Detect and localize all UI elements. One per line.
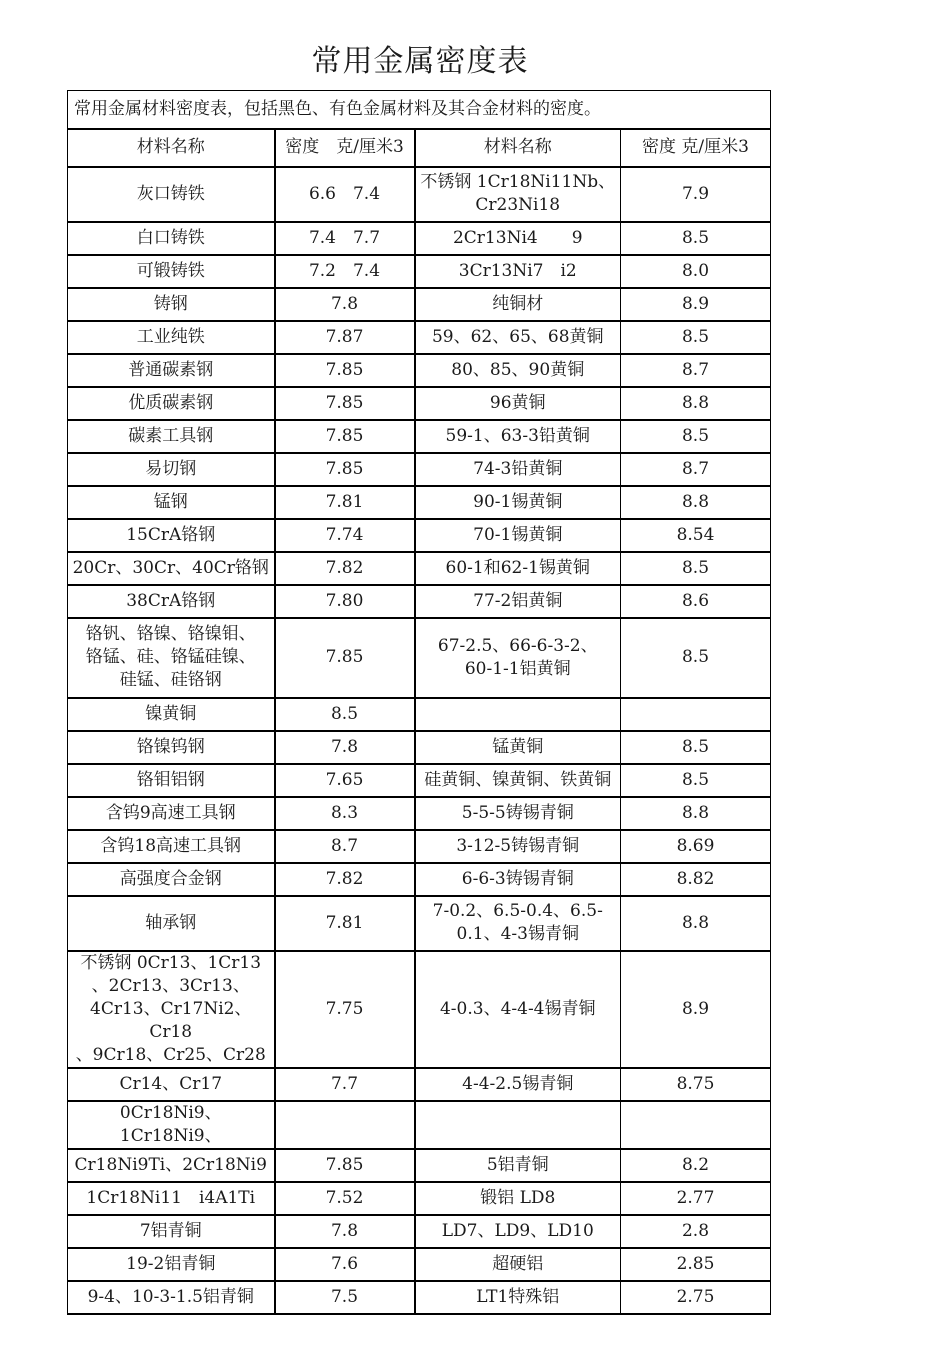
density-left: 7.2 7.4: [275, 255, 415, 288]
table-row: [68, 1101, 771, 1149]
material-name-right: 60-1和62-1锡黄铜: [415, 552, 621, 585]
material-name-right: [415, 698, 621, 731]
material-name-left: 19-2铝青铜: [68, 1248, 275, 1281]
density-right: 8.8: [621, 797, 771, 830]
density-left: 7.74: [275, 519, 415, 552]
material-name-right: 不锈钢 1Cr18Ni11Nb、 Cr23Ni18: [415, 167, 621, 222]
table-row: [68, 764, 771, 797]
table-row: [68, 1182, 771, 1215]
material-name-left: 含钨9高速工具钢: [68, 797, 275, 830]
density-left: 7.81: [275, 486, 415, 519]
density-right: 8.5: [621, 420, 771, 453]
material-name-left: 7铝青铜: [68, 1215, 275, 1248]
density-left: 8.7: [275, 830, 415, 863]
table-row: [68, 288, 771, 321]
density-right: 8.75: [621, 1068, 771, 1101]
material-name-left: 易切钢: [68, 453, 275, 486]
material-name-right: 超硬铝: [415, 1248, 621, 1281]
table-row: [68, 255, 771, 288]
density-right: 8.6: [621, 585, 771, 618]
density-right: 8.8: [621, 486, 771, 519]
table-row: [68, 453, 771, 486]
density-left: 7.4 7.7: [275, 222, 415, 255]
density-left: 7.85: [275, 453, 415, 486]
density-left: 7.81: [275, 896, 415, 951]
material-name-left: 铸钢: [68, 288, 275, 321]
material-name-right: 80、85、90黄铜: [415, 354, 621, 387]
material-name-right: 锻铝 LD8: [415, 1182, 621, 1215]
table-row: [68, 321, 771, 354]
material-name-right: 70-1锡黄铜: [415, 519, 621, 552]
density-right: 8.8: [621, 896, 771, 951]
table-row: [68, 387, 771, 420]
material-name-left: Cr18Ni9Ti、2Cr18Ni9: [68, 1149, 275, 1182]
material-name-left: 高强度合金钢: [68, 863, 275, 896]
density-left: 7.5: [275, 1281, 415, 1314]
description-row: [68, 91, 771, 129]
material-name-right: 锰黄铜: [415, 731, 621, 764]
material-name-left: 38CrA铬钢: [68, 585, 275, 618]
table-row: [68, 797, 771, 830]
material-name-left: 铬钒、铬镍、铬镍钼、 铬锰、硅、铬锰硅镍、 硅锰、硅铬钢: [68, 618, 275, 698]
material-name-right: 5-5-5铸锡青铜: [415, 797, 621, 830]
material-name-right: 96黄铜: [415, 387, 621, 420]
density-right: 8.7: [621, 453, 771, 486]
header-density-right: 密度 克/厘米3: [621, 129, 771, 167]
density-left: 7.8: [275, 1215, 415, 1248]
material-name-left: 铬镍钨钢: [68, 731, 275, 764]
density-right: 8.5: [621, 618, 771, 698]
table-row: [68, 1215, 771, 1248]
material-name-left: 锰钢: [68, 486, 275, 519]
table-row: [68, 1068, 771, 1101]
table-row: [68, 896, 771, 951]
table-row: [68, 552, 771, 585]
header-material-name-right: 材料名称: [415, 129, 621, 167]
material-name-left: 1Cr18Ni11 i4A1Ti: [68, 1182, 275, 1215]
density-right: [621, 1101, 771, 1149]
table-row: [68, 830, 771, 863]
header-material-name-left: 材料名称: [68, 129, 275, 167]
density-left: 7.75: [275, 951, 415, 1068]
material-name-right: LT1特殊铝: [415, 1281, 621, 1314]
material-name-right: 硅黄铜、镍黄铜、铁黄铜: [415, 764, 621, 797]
density-right: 8.7: [621, 354, 771, 387]
table-row: [68, 354, 771, 387]
material-name-left: 含钨18高速工具钢: [68, 830, 275, 863]
density-left: 7.85: [275, 618, 415, 698]
material-name-right: 2Cr13Ni4 9: [415, 222, 621, 255]
density-right: 8.69: [621, 830, 771, 863]
density-right: 8.54: [621, 519, 771, 552]
density-right: 8.9: [621, 951, 771, 1068]
density-left: 7.85: [275, 354, 415, 387]
density-left: 7.85: [275, 420, 415, 453]
material-name-right: 3-12-5铸锡青铜: [415, 830, 621, 863]
density-left: 7.8: [275, 288, 415, 321]
density-left: 7.80: [275, 585, 415, 618]
table-row: [68, 863, 771, 896]
table-row: [68, 618, 771, 698]
table-row: [68, 1281, 771, 1314]
material-name-right: 77-2铝黄铜: [415, 585, 621, 618]
density-right: 8.5: [621, 552, 771, 585]
material-name-left: 9-4、10-3-1.5铝青铜: [68, 1281, 275, 1314]
material-name-left: 不锈钢 0Cr13、1Cr13 、2Cr13、3Cr13、 4Cr13、Cr17Ni2、Cr18 、9Cr18、Cr25、Cr28: [68, 951, 275, 1068]
material-name-right: 4-0.3、4-4-4锡青铜: [415, 951, 621, 1068]
density-left: 8.5: [275, 698, 415, 731]
density-right: 8.0: [621, 255, 771, 288]
material-name-right: 3Cr13Ni7 i2: [415, 255, 621, 288]
density-right: 8.5: [621, 321, 771, 354]
density-left: 7.85: [275, 387, 415, 420]
density-left: 7.85: [275, 1149, 415, 1182]
density-right: 8.5: [621, 731, 771, 764]
density-right: 2.8: [621, 1215, 771, 1248]
material-name-right: LD7、LD9、LD10: [415, 1215, 621, 1248]
density-left: 7.82: [275, 863, 415, 896]
density-right: 8.5: [621, 222, 771, 255]
density-left: 7.82: [275, 552, 415, 585]
material-name-left: 0Cr18Ni9、1Cr18Ni9、: [68, 1101, 275, 1149]
density-left: 8.3: [275, 797, 415, 830]
table-row: [68, 420, 771, 453]
material-name-left: 白口铸铁: [68, 222, 275, 255]
page-title: 常用金属密度表: [311, 44, 529, 79]
material-name-left: 碳素工具钢: [68, 420, 275, 453]
material-name-left: 工业纯铁: [68, 321, 275, 354]
material-name-right: 90-1锡黄铜: [415, 486, 621, 519]
density-left: [275, 1101, 415, 1149]
material-name-right: 6-6-3铸锡青铜: [415, 863, 621, 896]
material-name-right: 74-3铅黄铜: [415, 453, 621, 486]
material-name-right: 纯铜材: [415, 288, 621, 321]
table-row: [68, 1149, 771, 1182]
table-row: [68, 486, 771, 519]
density-left: 7.52: [275, 1182, 415, 1215]
material-name-left: 轴承钢: [68, 896, 275, 951]
density-right: 8.9: [621, 288, 771, 321]
header-density-left: 密度 克/厘米3: [275, 129, 415, 167]
density-right: 8.5: [621, 764, 771, 797]
material-name-right: 67-2.5、66-6-3-2、 60-1-1铝黄铜: [415, 618, 621, 698]
density-right: 7.9: [621, 167, 771, 222]
density-left: 7.7: [275, 1068, 415, 1101]
material-name-right: [415, 1101, 621, 1149]
table-row: [68, 1248, 771, 1281]
density-left: 7.6: [275, 1248, 415, 1281]
material-name-left: 镍黄铜: [68, 698, 275, 731]
density-right: [621, 698, 771, 731]
table-row: [68, 698, 771, 731]
material-name-right: 5铝青铜: [415, 1149, 621, 1182]
table-row: [68, 222, 771, 255]
material-name-right: 4-4-2.5锡青铜: [415, 1068, 621, 1101]
density-right: 8.2: [621, 1149, 771, 1182]
header-row: [68, 129, 771, 167]
density-right: 2.85: [621, 1248, 771, 1281]
table-row: [68, 951, 771, 1068]
density-left: 7.65: [275, 764, 415, 797]
table-row: [68, 519, 771, 552]
table-row: [68, 585, 771, 618]
density-left: 7.87: [275, 321, 415, 354]
density-left: 7.8: [275, 731, 415, 764]
material-name-left: 优质碳素钢: [68, 387, 275, 420]
material-name-left: 15CrA铬钢: [68, 519, 275, 552]
material-name-left: 普通碳素钢: [68, 354, 275, 387]
density-table: [67, 90, 771, 1315]
material-name-left: 可锻铸铁: [68, 255, 275, 288]
material-name-left: 灰口铸铁: [68, 167, 275, 222]
density-right: 8.8: [621, 387, 771, 420]
material-name-left: 20Cr、30Cr、40Cr铬钢: [68, 552, 275, 585]
material-name-right: 7-0.2、6.5-0.4、6.5- 0.1、4-3锡青铜: [415, 896, 621, 951]
material-name-right: 59、62、65、68黄铜: [415, 321, 621, 354]
material-name-right: 59-1、63-3铅黄铜: [415, 420, 621, 453]
table-description: 常用金属材料密度表，包括黑色、有色金属材料及其合金材料的密度。: [68, 91, 771, 129]
density-right: 8.82: [621, 863, 771, 896]
table-row: [68, 167, 771, 222]
material-name-left: 铬钼铝钢: [68, 764, 275, 797]
density-right: 2.77: [621, 1182, 771, 1215]
material-name-left: Cr14、Cr17: [68, 1068, 275, 1101]
table-row: [68, 731, 771, 764]
density-left: 6.6 7.4: [275, 167, 415, 222]
density-right: 2.75: [621, 1281, 771, 1314]
